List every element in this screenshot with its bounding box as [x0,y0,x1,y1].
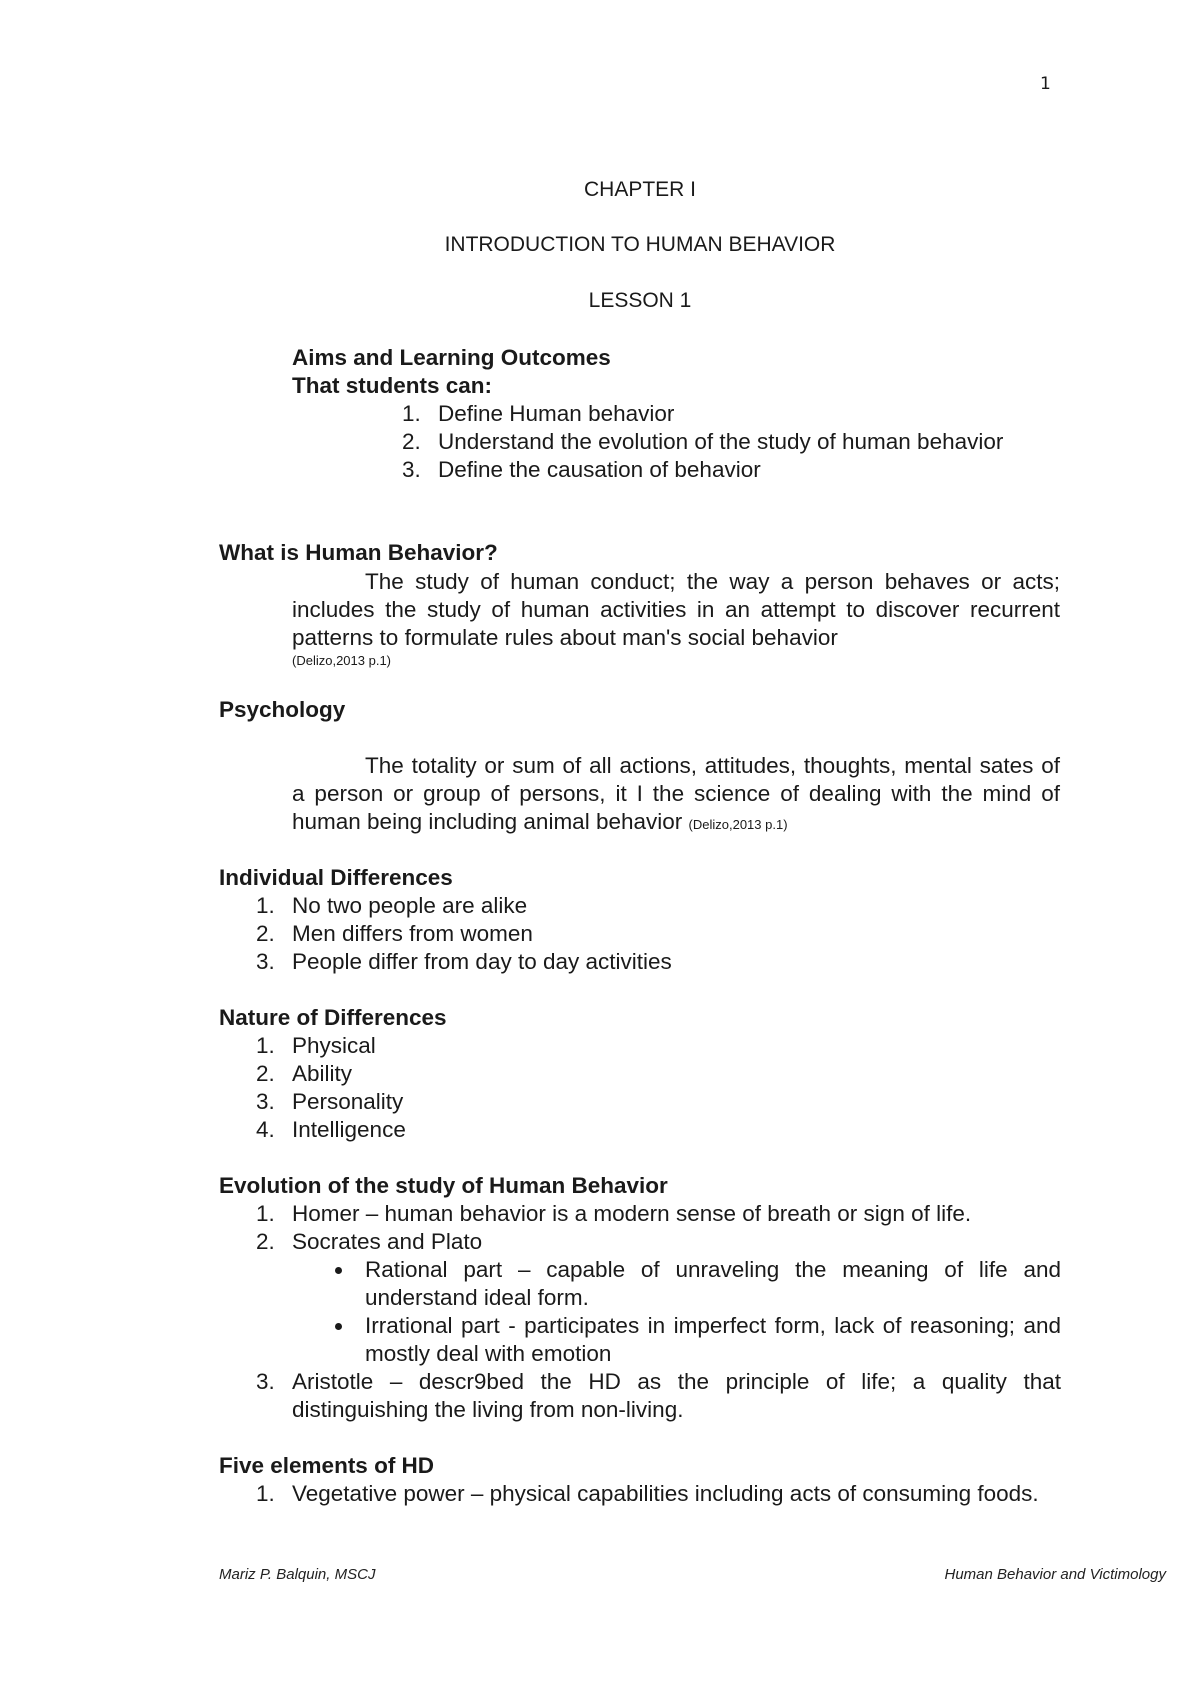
citation: (Delizo,2013 p.1) [688,817,788,832]
evolution-bullets [365,1256,1061,1368]
list-item: 3. People differ from day to day activities [256,949,672,974]
list-item: 2. Socrates and Plato Rational part – capable of unraveling the meaning of life and understand ideal form. Irrational part - participates in imperfect form, lack of reasoning; and mostly deal with emotion [256,1229,1061,1366]
list-item: 1. Vegetative power – physical capabilities including acts of consuming foods. [256,1481,1039,1506]
what-is-body: The study of human conduct; the way a person behaves or acts; includes the study of human activities in an attempt to discover recurrent patterns to formulate rules about man's social behavior (Delizo,2013 p.1) [292,569,1060,668]
list-item: 2. Men differs from women [256,921,533,946]
bullet-item: Rational part – capable of unraveling the meaning of life and understand ideal form. [365,1256,1061,1312]
chapter-label: CHAPTER I [583,178,696,201]
aims-subheading: That students can: [292,373,493,398]
list-item: 2. Understand the evolution of the study of human behavior [402,429,1004,454]
list-item: 3. Define the causation of behavior [402,457,761,482]
psychology-body: The totality or sum of all actions, attitudes, thoughts, mental sates of a person or group of persons, it I the science of dealing with the mind of human being including animal behavior (Delizo,2013 p.1) [292,753,1060,834]
individual-differences-list [256,892,1059,976]
evolution-section [219,1172,1061,1424]
nature-of-differences-heading: Nature of Differences [219,1005,447,1030]
list-item: 3. Aristotle – descr9bed the HD as the principle of life; a quality that distinguishing the living from non-living. [256,1369,1061,1422]
psychology-heading: Psychology [219,697,346,722]
list-item: 3. Personality [256,1089,404,1114]
bullet-item: Irrational part - participates in imperfect form, lack of reasoning; and mostly deal with emotion [365,1312,1061,1368]
evolution-list [256,1200,1061,1424]
five-elements-section [219,1452,1061,1508]
footer-author: Mariz P. Balquin, MSCJ [219,1566,376,1583]
lesson-label: LESSON 1 [588,289,692,312]
list-item: 2. Ability [256,1061,353,1086]
individual-differences-section [219,864,1059,976]
list-item: 4. Intelligence [256,1117,406,1142]
aims-heading: Aims and Learning Outcomes [292,345,611,370]
list-item: 1. No two people are alike [256,893,528,918]
evolution-heading: Evolution of the study of Human Behavior [219,1173,668,1198]
footer-course: Human Behavior and Victimology [944,1566,1166,1583]
five-elements-list [256,1480,1061,1508]
what-is-heading: What is Human Behavior? [219,540,498,565]
aims-list [402,400,1052,484]
citation: (Delizo,2013 p.1) [292,653,391,668]
chapter-title: INTRODUCTION TO HUMAN BEHAVIOR [444,233,836,256]
nature-of-differences-list [256,1032,1059,1144]
aims-section [292,344,1052,484]
nature-of-differences-section [219,1004,1059,1144]
list-item: 1. Homer – human behavior is a modern sense of breath or sign of life. [256,1201,972,1226]
page-number: 1 [1040,74,1051,94]
list-item: 1. Physical [256,1033,376,1058]
individual-differences-heading: Individual Differences [219,865,453,890]
five-elements-heading: Five elements of HD [219,1453,435,1478]
list-item: 1. Define Human behavior [402,401,675,426]
